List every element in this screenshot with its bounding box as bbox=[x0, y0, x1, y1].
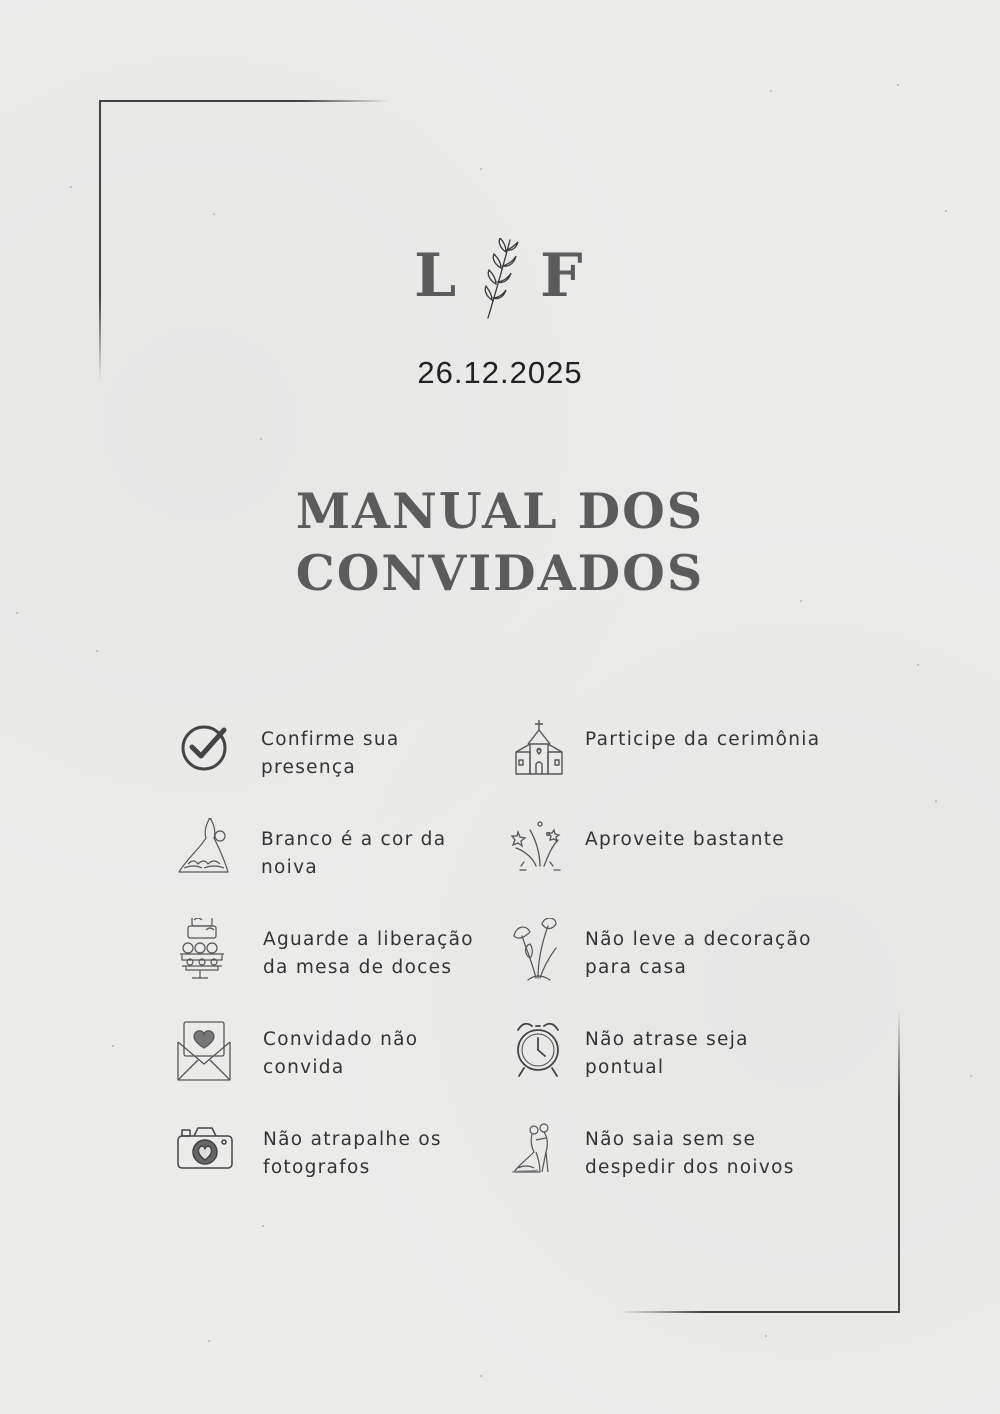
monogram-initial-right: F bbox=[540, 241, 583, 311]
dancing-couple-icon bbox=[510, 1118, 568, 1188]
item-label: Participe da cerimônia bbox=[585, 729, 821, 750]
list-item bbox=[510, 818, 830, 888]
list-item bbox=[510, 918, 830, 988]
monogram-initial-left: L bbox=[414, 241, 457, 311]
item-label: Convidado não convida bbox=[263, 1029, 419, 1078]
item-label: Confirme sua presença bbox=[261, 729, 400, 778]
list-item bbox=[510, 1018, 830, 1088]
list-item bbox=[176, 1118, 496, 1188]
list-item bbox=[176, 1018, 496, 1088]
item-label: Branco é a cor da noiva bbox=[261, 829, 447, 878]
church-icon bbox=[510, 718, 568, 788]
list-item bbox=[176, 818, 496, 888]
list-item bbox=[176, 918, 496, 988]
list-item bbox=[176, 718, 496, 788]
alarm-clock-icon bbox=[510, 1018, 568, 1088]
item-label: Aguarde a liberação da mesa de doces bbox=[263, 929, 474, 978]
item-label: Não atrase seja pontual bbox=[585, 1029, 749, 1078]
bride-icon bbox=[176, 818, 234, 888]
item-label: Não saia sem se despedir dos noivos bbox=[585, 1129, 795, 1178]
title-line-1: MANUAL DOS bbox=[295, 482, 705, 540]
page-title bbox=[0, 480, 1000, 604]
monogram bbox=[0, 238, 1000, 320]
check-circle-icon bbox=[176, 718, 234, 788]
cake-icon bbox=[176, 918, 234, 988]
flowers-icon bbox=[510, 918, 568, 988]
title-line-2: CONVIDADOS bbox=[295, 544, 705, 602]
leaf-sprig-icon bbox=[476, 238, 524, 320]
fireworks-icon bbox=[510, 818, 568, 888]
list-item bbox=[510, 1118, 830, 1188]
event-date: 26.12.2025 bbox=[417, 355, 583, 390]
item-label: Não atrapalhe os fotografos bbox=[263, 1129, 442, 1178]
list-item bbox=[510, 718, 830, 788]
camera-icon bbox=[176, 1118, 234, 1188]
envelope-heart-icon bbox=[176, 1018, 234, 1088]
item-label: Aproveite bastante bbox=[585, 829, 785, 850]
item-label: Não leve a decoração para casa bbox=[585, 929, 812, 978]
